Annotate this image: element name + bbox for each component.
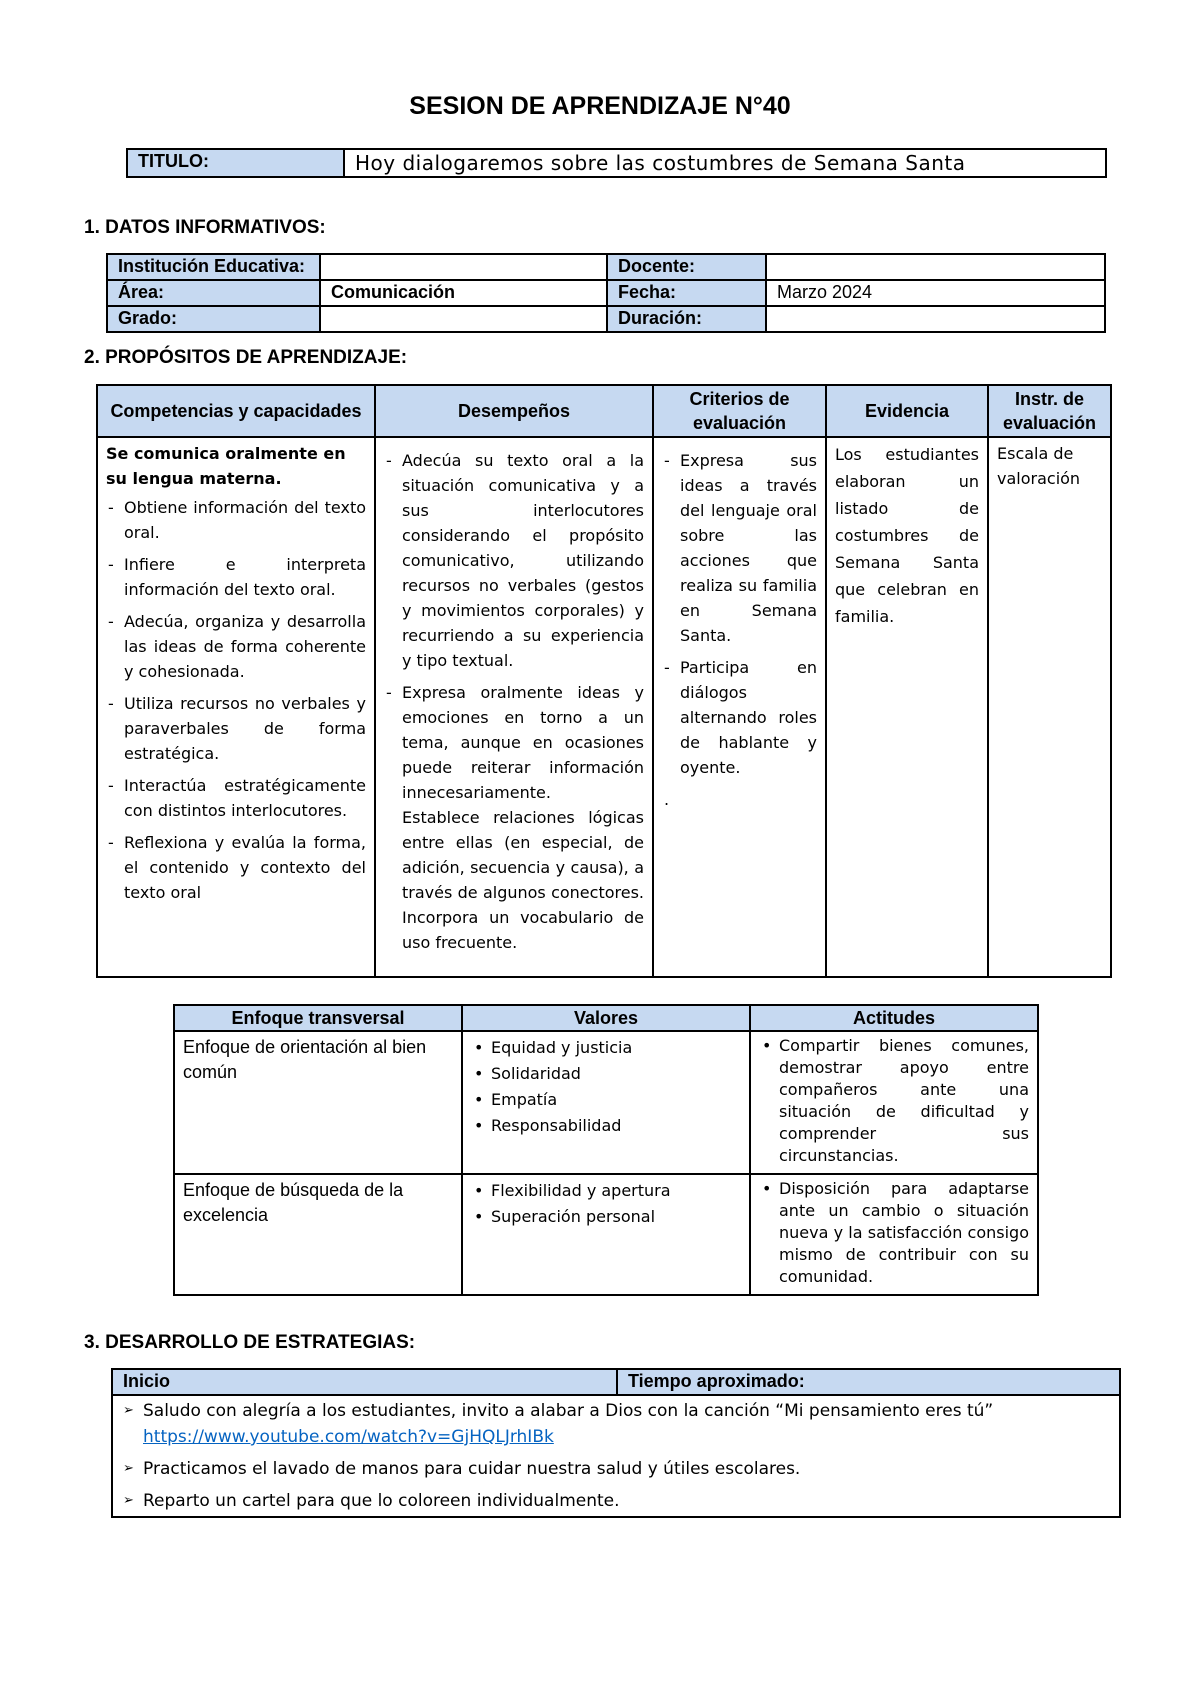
enfoques-table xyxy=(173,1004,1039,1296)
estrategias-table xyxy=(111,1368,1121,1518)
header-actitudes: Actitudes xyxy=(750,1005,1038,1031)
item-text: Saludo con alegría a los estudiantes, invito a alabar a Dios con la canción “Mi pensamiento eres tú” xyxy=(143,1401,994,1421)
list-item: - Expresa sus ideas a través del lenguaje oral sobre las acciones que realiza su familia en Semana Santa. xyxy=(662,448,817,648)
inicio-label: Inicio xyxy=(112,1369,617,1395)
enfoque-name: Enfoque de orientación al bien común xyxy=(174,1031,462,1174)
criterios-extra: . xyxy=(664,790,670,809)
enfoque-name: Enfoque de búsqueda de la excelencia xyxy=(174,1174,462,1295)
header-desempenos: Desempeños xyxy=(375,385,653,437)
list-item: • Equidad y justicia xyxy=(471,1035,741,1061)
header-competencias: Competencias y capacidades xyxy=(97,385,375,437)
list-item: • Compartir bienes comunes, demostrar apoyo entre compañeros ante una situación de dificultad y comprender sus circunstancias. xyxy=(759,1035,1029,1167)
area-label: Área: xyxy=(107,280,320,306)
propositos-table xyxy=(96,384,1112,978)
valores-cell xyxy=(462,1174,750,1295)
tiempo-label: Tiempo aproximado: xyxy=(617,1369,1120,1395)
duracion-value xyxy=(766,306,1105,332)
actitudes-list xyxy=(759,1178,1029,1288)
list-item: • Responsabilidad xyxy=(471,1113,741,1139)
valores-list xyxy=(471,1035,741,1139)
criterios-list xyxy=(662,448,817,780)
competencia-text: Se comunica oralmente en su lengua materna. xyxy=(106,444,346,488)
list-item: ➢ Practicamos el lavado de manos para cuidar nuestra salud y útiles escolares. xyxy=(123,1456,1109,1482)
list-item: - Utiliza recursos no verbales y paraverbales de forma estratégica. xyxy=(106,691,366,766)
desempenos-cell xyxy=(375,437,653,977)
list-item: - Reflexiona y evalúa la forma, el contenido y contexto del texto oral xyxy=(106,830,366,905)
section-heading-estrategias: 3. DESARROLLO DE ESTRATEGIAS: xyxy=(84,1332,416,1353)
datos-informativos-table xyxy=(106,253,1106,333)
youtube-link[interactable]: https://www.youtube.com/watch?v=GjHQLJrhIBk xyxy=(143,1427,554,1447)
fecha-value: Marzo 2024 xyxy=(766,280,1105,306)
actitudes-cell xyxy=(750,1174,1038,1295)
list-item: • Flexibilidad y apertura xyxy=(471,1178,741,1204)
list-item xyxy=(123,1398,1109,1450)
valores-cell xyxy=(462,1031,750,1174)
list-item: • Superación personal xyxy=(471,1204,741,1230)
list-item: - Obtiene información del texto oral. xyxy=(106,495,366,545)
docente-label: Docente: xyxy=(607,254,766,280)
header-instrumento: Instr. de evaluación xyxy=(988,385,1111,437)
competencias-cell xyxy=(97,437,375,977)
institucion-label: Institución Educativa: xyxy=(107,254,320,280)
page-title: SESION DE APRENDIZAJE N°40 xyxy=(409,92,791,120)
header-criterios: Criterios de evaluación xyxy=(653,385,826,437)
actitudes-list xyxy=(759,1035,1029,1167)
titulo-table xyxy=(126,148,1107,178)
desempeno-extra: Establece relaciones lógicas entre ellas (en especial, de adición, secuencia y causa), a través de algunos conectores. Incorpora un vocabulario de uso frecuente. xyxy=(402,808,644,952)
header-valores: Valores xyxy=(462,1005,750,1031)
duracion-label: Duración: xyxy=(607,306,766,332)
actitudes-cell xyxy=(750,1031,1038,1174)
list-item: - Participa en diálogos alternando roles de hablante y oyente. xyxy=(662,655,817,780)
header-evidencia: Evidencia xyxy=(826,385,988,437)
inicio-content xyxy=(112,1395,1120,1517)
grado-label: Grado: xyxy=(107,306,320,332)
section-heading-propositos: 2. PROPÓSITOS DE APRENDIZAJE: xyxy=(84,347,408,368)
inicio-list xyxy=(123,1398,1109,1514)
list-item: • Disposición para adaptarse ante un cambio o situación nueva y la satisfacción consigo mismo de contribuir con su comunidad. xyxy=(759,1178,1029,1288)
evidencia-cell: Los estudiantes elaboran un listado de costumbres de Semana Santa que celebran en familia. xyxy=(826,437,988,977)
titulo-value: Hoy dialogaremos sobre las costumbres de Semana Santa xyxy=(344,149,1106,177)
list-item: - Adecúa su texto oral a la situación comunicativa y a sus interlocutores considerando el propósito comunicativo, utilizando recursos no verbales (gestos y movimientos corporales) y recurriendo a su experiencia y tipo textual. xyxy=(384,448,644,673)
section-heading-datos: 1. DATOS INFORMATIVOS: xyxy=(84,217,326,238)
list-item: • Empatía xyxy=(471,1087,741,1113)
list-item: - Adecúa, organiza y desarrolla las ideas de forma coherente y cohesionada. xyxy=(106,609,366,684)
desempenos-list xyxy=(384,448,644,805)
list-item: ➢ Reparto un cartel para que lo coloreen individualmente. xyxy=(123,1488,1109,1514)
fecha-label: Fecha: xyxy=(607,280,766,306)
instrumento-cell: Escala de valoración xyxy=(988,437,1111,977)
area-value: Comunicación xyxy=(320,280,607,306)
grado-value xyxy=(320,306,607,332)
list-item: • Solidaridad xyxy=(471,1061,741,1087)
list-item: - Infiere e interpreta información del texto oral. xyxy=(106,552,366,602)
institucion-value xyxy=(320,254,607,280)
list-item: - Expresa oralmente ideas y emociones en torno a un tema, aunque en ocasiones puede reiterar información innecesariamente. xyxy=(384,680,644,805)
titulo-label: TITULO: xyxy=(127,149,344,177)
list-item: - Interactúa estratégicamente con distintos interlocutores. xyxy=(106,773,366,823)
criterios-cell xyxy=(653,437,826,977)
capacidades-list xyxy=(106,495,366,905)
header-enfoque: Enfoque transversal xyxy=(174,1005,462,1031)
valores-list xyxy=(471,1178,741,1230)
docente-value xyxy=(766,254,1105,280)
